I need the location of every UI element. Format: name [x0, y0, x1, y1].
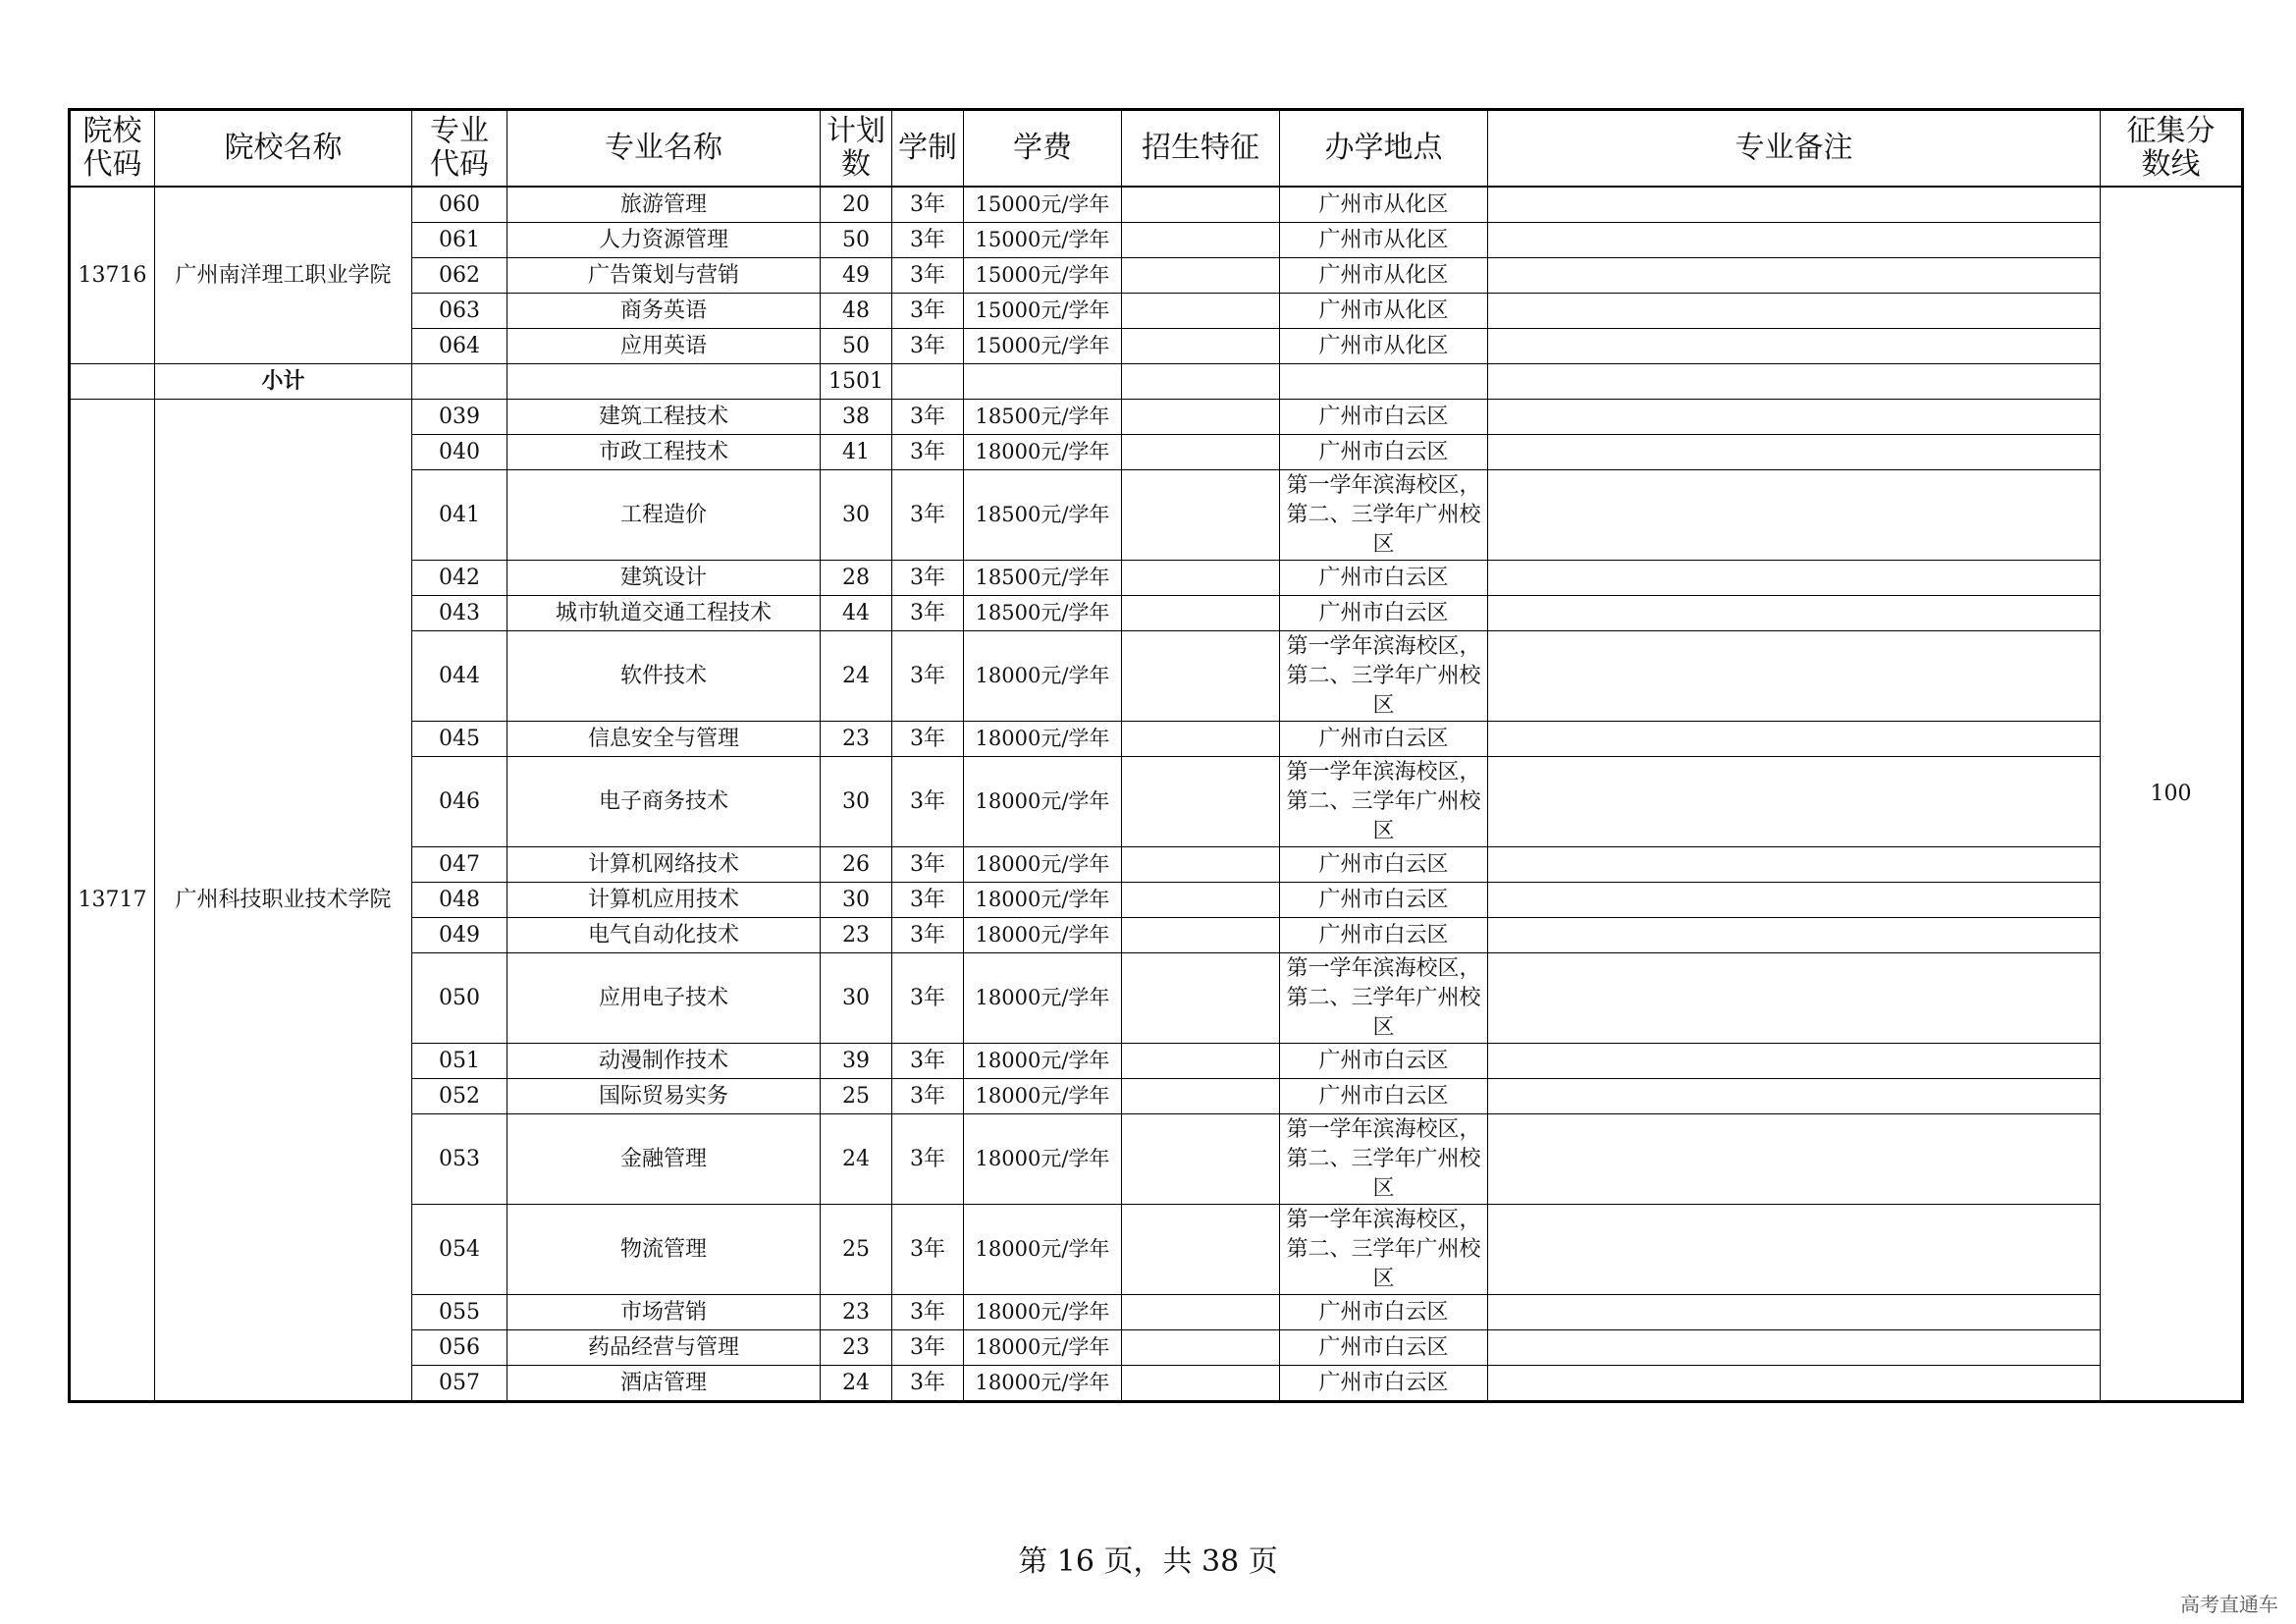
feature-cell: [1122, 1330, 1280, 1366]
location-cell: 广州市白云区: [1280, 1366, 1488, 1402]
location-cell: 第一学年滨海校区，第二、三学年广州校区: [1280, 1114, 1488, 1205]
major-code-cell: 046: [412, 757, 507, 847]
plan-cell: 24: [821, 631, 892, 722]
header-school-name: 院校名称: [155, 110, 412, 188]
note-cell: [1488, 187, 2101, 223]
major-name-cell: 市政工程技术: [507, 435, 821, 470]
note-cell: [1488, 1079, 2101, 1114]
major-code-cell: 045: [412, 722, 507, 757]
location-cell: 广州市从化区: [1280, 223, 1488, 258]
subtotal-plan-total: 1501: [821, 364, 892, 400]
years-cell: 3年: [892, 561, 964, 596]
major-code-cell: 055: [412, 1295, 507, 1330]
location-cell: 第一学年滨海校区，第二、三学年广州校区: [1280, 631, 1488, 722]
major-code-cell: 054: [412, 1205, 507, 1295]
major-name-cell: 计算机网络技术: [507, 847, 821, 883]
plan-cell: 23: [821, 722, 892, 757]
years-cell: 3年: [892, 847, 964, 883]
fee-cell: 18000元/学年: [964, 883, 1122, 918]
school-name-cell: 广州科技职业技术学院: [155, 400, 412, 1402]
fee-cell: 18500元/学年: [964, 400, 1122, 435]
years-cell: 3年: [892, 329, 964, 364]
subtotal-major-name-cell: [507, 364, 821, 400]
header-cutoff: 征集分数线: [2101, 110, 2243, 188]
location-cell: 广州市白云区: [1280, 722, 1488, 757]
header-major-name: 专业名称: [507, 110, 821, 188]
plan-cell: 24: [821, 1366, 892, 1402]
location-cell: 广州市白云区: [1280, 561, 1488, 596]
subtotal-empty-cell: [1280, 364, 1488, 400]
major-name-cell: 建筑设计: [507, 561, 821, 596]
years-cell: 3年: [892, 400, 964, 435]
years-cell: 3年: [892, 883, 964, 918]
location-cell: 广州市白云区: [1280, 883, 1488, 918]
feature-cell: [1122, 631, 1280, 722]
years-cell: 3年: [892, 631, 964, 722]
feature-cell: [1122, 1114, 1280, 1205]
subtotal-school-code-cell: [70, 364, 155, 400]
note-cell: [1488, 847, 2101, 883]
note-cell: [1488, 757, 2101, 847]
header-feature: 招生特征: [1122, 110, 1280, 188]
fee-cell: 18000元/学年: [964, 1366, 1122, 1402]
years-cell: 3年: [892, 1330, 964, 1366]
location-cell: 第一学年滨海校区，第二、三学年广州校区: [1280, 953, 1488, 1044]
location-cell: 广州市白云区: [1280, 1044, 1488, 1079]
plan-cell: 50: [821, 329, 892, 364]
major-name-cell: 市场营销: [507, 1295, 821, 1330]
years-cell: 3年: [892, 1044, 964, 1079]
major-name-cell: 国际贸易实务: [507, 1079, 821, 1114]
note-cell: [1488, 435, 2101, 470]
fee-cell: 18000元/学年: [964, 1205, 1122, 1295]
plan-cell: 23: [821, 1295, 892, 1330]
school-code-cell: 13716: [70, 187, 155, 364]
major-code-cell: 053: [412, 1114, 507, 1205]
plan-cell: 41: [821, 435, 892, 470]
feature-cell: [1122, 470, 1280, 561]
major-name-cell: 旅游管理: [507, 187, 821, 223]
major-code-cell: 051: [412, 1044, 507, 1079]
feature-cell: [1122, 294, 1280, 329]
years-cell: 3年: [892, 757, 964, 847]
feature-cell: [1122, 883, 1280, 918]
note-cell: [1488, 1205, 2101, 1295]
major-name-cell: 应用英语: [507, 329, 821, 364]
years-cell: 3年: [892, 953, 964, 1044]
fee-cell: 18000元/学年: [964, 435, 1122, 470]
note-cell: [1488, 294, 2101, 329]
fee-cell: 15000元/学年: [964, 187, 1122, 223]
years-cell: 3年: [892, 435, 964, 470]
header-location: 办学地点: [1280, 110, 1488, 188]
location-cell: 广州市从化区: [1280, 294, 1488, 329]
fee-cell: 18000元/学年: [964, 847, 1122, 883]
feature-cell: [1122, 1366, 1280, 1402]
major-code-cell: 052: [412, 1079, 507, 1114]
fee-cell: 18000元/学年: [964, 918, 1122, 953]
note-cell: [1488, 1330, 2101, 1366]
fee-cell: 18000元/学年: [964, 1330, 1122, 1366]
feature-cell: [1122, 757, 1280, 847]
major-code-cell: 050: [412, 953, 507, 1044]
plan-cell: 44: [821, 596, 892, 631]
header-fee: 学费: [964, 110, 1122, 188]
years-cell: 3年: [892, 1079, 964, 1114]
plan-cell: 30: [821, 883, 892, 918]
location-cell: 广州市白云区: [1280, 1079, 1488, 1114]
major-code-cell: 057: [412, 1366, 507, 1402]
major-name-cell: 动漫制作技术: [507, 1044, 821, 1079]
page-footer: 第 16 页，共 38 页: [1018, 1544, 1278, 1579]
major-name-cell: 电子商务技术: [507, 757, 821, 847]
major-code-cell: 044: [412, 631, 507, 722]
feature-cell: [1122, 435, 1280, 470]
note-cell: [1488, 470, 2101, 561]
plan-cell: 25: [821, 1079, 892, 1114]
feature-cell: [1122, 223, 1280, 258]
years-cell: 3年: [892, 258, 964, 294]
fee-cell: 18000元/学年: [964, 631, 1122, 722]
location-cell: 广州市白云区: [1280, 435, 1488, 470]
enrollment-table: [68, 108, 2244, 1403]
location-cell: 广州市白云区: [1280, 596, 1488, 631]
header-years: 学制: [892, 110, 964, 188]
plan-cell: 30: [821, 757, 892, 847]
location-cell: 广州市从化区: [1280, 187, 1488, 223]
plan-cell: 49: [821, 258, 892, 294]
major-name-cell: 建筑工程技术: [507, 400, 821, 435]
years-cell: 3年: [892, 722, 964, 757]
major-name-cell: 信息安全与管理: [507, 722, 821, 757]
major-name-cell: 城市轨道交通工程技术: [507, 596, 821, 631]
header-major-code: 专业代码: [412, 110, 507, 188]
years-cell: 3年: [892, 1114, 964, 1205]
major-code-cell: 047: [412, 847, 507, 883]
note-cell: [1488, 400, 2101, 435]
feature-cell: [1122, 400, 1280, 435]
note-cell: [1488, 329, 2101, 364]
major-code-cell: 040: [412, 435, 507, 470]
fee-cell: 18500元/学年: [964, 596, 1122, 631]
note-cell: [1488, 1366, 2101, 1402]
note-cell: [1488, 883, 2101, 918]
major-name-cell: 计算机应用技术: [507, 883, 821, 918]
watermark: 高考直通车: [2180, 1593, 2278, 1616]
note-cell: [1488, 1114, 2101, 1205]
school-name-cell: 广州南洋理工职业学院: [155, 187, 412, 364]
location-cell: 广州市白云区: [1280, 400, 1488, 435]
header-school-code: 院校代码: [70, 110, 155, 188]
table-row: [70, 400, 2243, 435]
feature-cell: [1122, 1205, 1280, 1295]
years-cell: 3年: [892, 596, 964, 631]
feature-cell: [1122, 329, 1280, 364]
plan-cell: 26: [821, 847, 892, 883]
major-code-cell: 049: [412, 918, 507, 953]
years-cell: 3年: [892, 1205, 964, 1295]
major-name-cell: 广告策划与营销: [507, 258, 821, 294]
fee-cell: 18000元/学年: [964, 953, 1122, 1044]
fee-cell: 18500元/学年: [964, 470, 1122, 561]
plan-cell: 23: [821, 1330, 892, 1366]
feature-cell: [1122, 258, 1280, 294]
major-name-cell: 人力资源管理: [507, 223, 821, 258]
fee-cell: 15000元/学年: [964, 223, 1122, 258]
note-cell: [1488, 561, 2101, 596]
years-cell: 3年: [892, 1295, 964, 1330]
note-cell: [1488, 223, 2101, 258]
location-cell: 广州市从化区: [1280, 258, 1488, 294]
header-row: [70, 110, 2243, 188]
plan-cell: 30: [821, 953, 892, 1044]
major-code-cell: 043: [412, 596, 507, 631]
major-code-cell: 056: [412, 1330, 507, 1366]
major-name-cell: 物流管理: [507, 1205, 821, 1295]
feature-cell: [1122, 918, 1280, 953]
note-cell: [1488, 1044, 2101, 1079]
years-cell: 3年: [892, 223, 964, 258]
major-code-cell: 062: [412, 258, 507, 294]
note-cell: [1488, 596, 2101, 631]
feature-cell: [1122, 561, 1280, 596]
feature-cell: [1122, 1044, 1280, 1079]
plan-cell: 50: [821, 223, 892, 258]
location-cell: 广州市白云区: [1280, 847, 1488, 883]
cutoff-score-cell: 100: [2101, 187, 2243, 1402]
feature-cell: [1122, 722, 1280, 757]
major-code-cell: 039: [412, 400, 507, 435]
fee-cell: 18000元/学年: [964, 1295, 1122, 1330]
feature-cell: [1122, 847, 1280, 883]
years-cell: 3年: [892, 1366, 964, 1402]
fee-cell: 15000元/学年: [964, 258, 1122, 294]
subtotal-empty-cell: [964, 364, 1122, 400]
subtotal-empty-cell: [1488, 364, 2101, 400]
feature-cell: [1122, 187, 1280, 223]
fee-cell: 18000元/学年: [964, 1044, 1122, 1079]
note-cell: [1488, 918, 2101, 953]
major-name-cell: 软件技术: [507, 631, 821, 722]
note-cell: [1488, 1295, 2101, 1330]
years-cell: 3年: [892, 918, 964, 953]
major-code-cell: 063: [412, 294, 507, 329]
major-name-cell: 电气自动化技术: [507, 918, 821, 953]
plan-cell: 48: [821, 294, 892, 329]
plan-cell: 28: [821, 561, 892, 596]
subtotal-row: [70, 364, 2243, 400]
major-name-cell: 药品经营与管理: [507, 1330, 821, 1366]
feature-cell: [1122, 596, 1280, 631]
school-code-cell: 13717: [70, 400, 155, 1402]
table-row: [70, 187, 2243, 223]
plan-cell: 39: [821, 1044, 892, 1079]
location-cell: 广州市白云区: [1280, 1330, 1488, 1366]
fee-cell: 15000元/学年: [964, 294, 1122, 329]
location-cell: 广州市从化区: [1280, 329, 1488, 364]
major-code-cell: 060: [412, 187, 507, 223]
major-name-cell: 商务英语: [507, 294, 821, 329]
fee-cell: 18500元/学年: [964, 561, 1122, 596]
fee-cell: 18000元/学年: [964, 1114, 1122, 1205]
major-code-cell: 042: [412, 561, 507, 596]
header-plan: 计划数: [821, 110, 892, 188]
plan-cell: 24: [821, 1114, 892, 1205]
feature-cell: [1122, 953, 1280, 1044]
major-name-cell: 应用电子技术: [507, 953, 821, 1044]
plan-cell: 38: [821, 400, 892, 435]
location-cell: 第一学年滨海校区，第二、三学年广州校区: [1280, 1205, 1488, 1295]
major-code-cell: 064: [412, 329, 507, 364]
note-cell: [1488, 258, 2101, 294]
major-name-cell: 金融管理: [507, 1114, 821, 1205]
fee-cell: 18000元/学年: [964, 757, 1122, 847]
major-code-cell: 048: [412, 883, 507, 918]
subtotal-label: 小计: [155, 364, 412, 400]
note-cell: [1488, 953, 2101, 1044]
major-code-cell: 041: [412, 470, 507, 561]
plan-cell: 30: [821, 470, 892, 561]
plan-cell: 23: [821, 918, 892, 953]
years-cell: 3年: [892, 470, 964, 561]
subtotal-major-code-cell: [412, 364, 507, 400]
feature-cell: [1122, 1079, 1280, 1114]
major-name-cell: 酒店管理: [507, 1366, 821, 1402]
plan-cell: 20: [821, 187, 892, 223]
major-code-cell: 061: [412, 223, 507, 258]
major-name-cell: 工程造价: [507, 470, 821, 561]
fee-cell: 18000元/学年: [964, 722, 1122, 757]
location-cell: 广州市白云区: [1280, 918, 1488, 953]
location-cell: 第一学年滨海校区，第二、三学年广州校区: [1280, 470, 1488, 561]
location-cell: 第一学年滨海校区，第二、三学年广州校区: [1280, 757, 1488, 847]
fee-cell: 15000元/学年: [964, 329, 1122, 364]
years-cell: 3年: [892, 187, 964, 223]
subtotal-empty-cell: [1122, 364, 1280, 400]
years-cell: 3年: [892, 294, 964, 329]
subtotal-empty-cell: [892, 364, 964, 400]
note-cell: [1488, 722, 2101, 757]
fee-cell: 18000元/学年: [964, 1079, 1122, 1114]
location-cell: 广州市白云区: [1280, 1295, 1488, 1330]
note-cell: [1488, 631, 2101, 722]
feature-cell: [1122, 1295, 1280, 1330]
header-note: 专业备注: [1488, 110, 2101, 188]
plan-cell: 25: [821, 1205, 892, 1295]
